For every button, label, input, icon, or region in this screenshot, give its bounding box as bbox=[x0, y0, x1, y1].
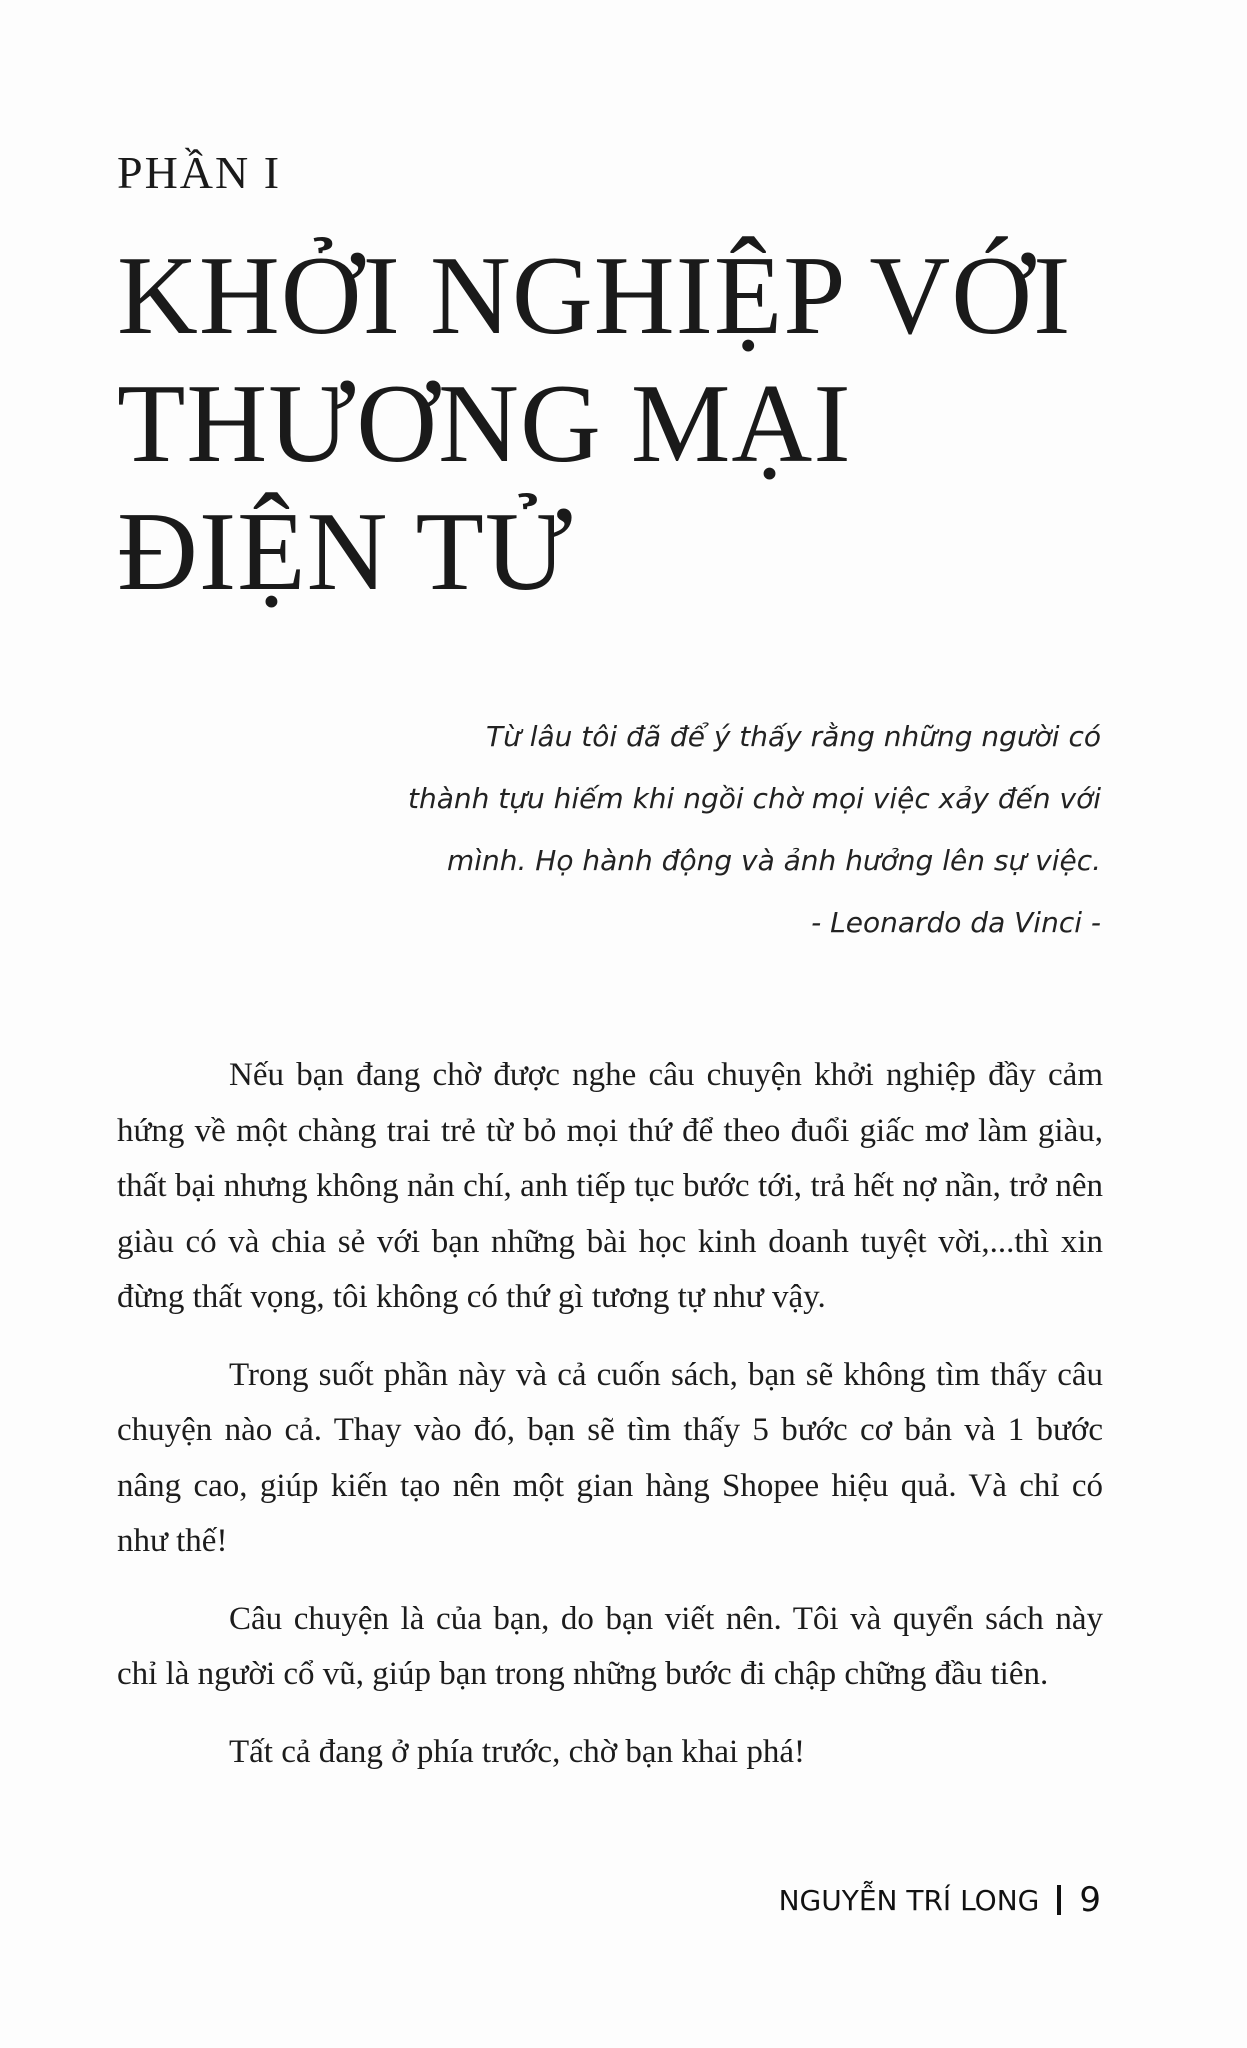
footer-separator bbox=[1057, 1885, 1061, 1915]
paragraph-2: Trong suốt phần này và cả cuốn sách, bạn sẽ không tìm thấy câu chuyện nào cả. Thay vào đó, bạn sẽ tìm thấy 5 bước cơ bản và 1 bước nâng cao, giúp kiến tạo nên một gian hàng Shopee hiệu quả. Và chỉ có như thế! bbox=[117, 1356, 1103, 1559]
epigraph-quote bbox=[321, 706, 1101, 954]
chapter-title-line-1: KHỞI NGHIỆP VỚI bbox=[117, 234, 1072, 358]
paragraph-4: Tất cả đang ở phía trước, chờ bạn khai phá! bbox=[229, 1733, 806, 1770]
chapter-title-line-3: ĐIỆN TỬ bbox=[117, 490, 573, 614]
quote-line-2: thành tựu hiếm khi ngồi chờ mọi việc xảy đến với bbox=[408, 782, 1101, 815]
quote-line-1: Từ lâu tôi đã để ý thấy rằng những người có bbox=[485, 720, 1101, 753]
page-footer bbox=[779, 1880, 1101, 1920]
quote-line-3: mình. Họ hành động và ảnh hưởng lên sự việc. bbox=[446, 844, 1101, 877]
footer-author: NGUYỄN TRÍ LONG bbox=[778, 1883, 1040, 1917]
chapter-title-line-2: THƯƠNG MẠI bbox=[117, 362, 852, 486]
quote-author: - Leonardo da Vinci - bbox=[811, 906, 1101, 939]
page-number: 9 bbox=[1079, 1880, 1101, 1920]
paragraph-1: Nếu bạn đang chờ được nghe câu chuyện khởi nghiệp đầy cảm hứng về một chàng trai trẻ từ bỏ mọi thứ để theo đuổi giấc mơ làm giàu, thất bại nhưng không nản chí, anh tiếp tục bước tới, trả hết nợ nần, trở nên giàu có và chia sẻ với bạn những bài học kinh doanh tuyệt vời,...thì xin đừng thất vọng, tôi không có thứ gì tương tự như vậy. bbox=[117, 1057, 1103, 1315]
part-label: PHẦN I bbox=[117, 147, 282, 198]
paragraph-3: Câu chuyện là của bạn, do bạn viết nên. Tôi và quyển sách này chỉ là người cổ vũ, giúp bạn trong những bước đi chập chững đầu tiên. bbox=[117, 1600, 1103, 1692]
body-text bbox=[117, 1048, 1103, 1802]
chapter-title bbox=[117, 232, 1167, 616]
